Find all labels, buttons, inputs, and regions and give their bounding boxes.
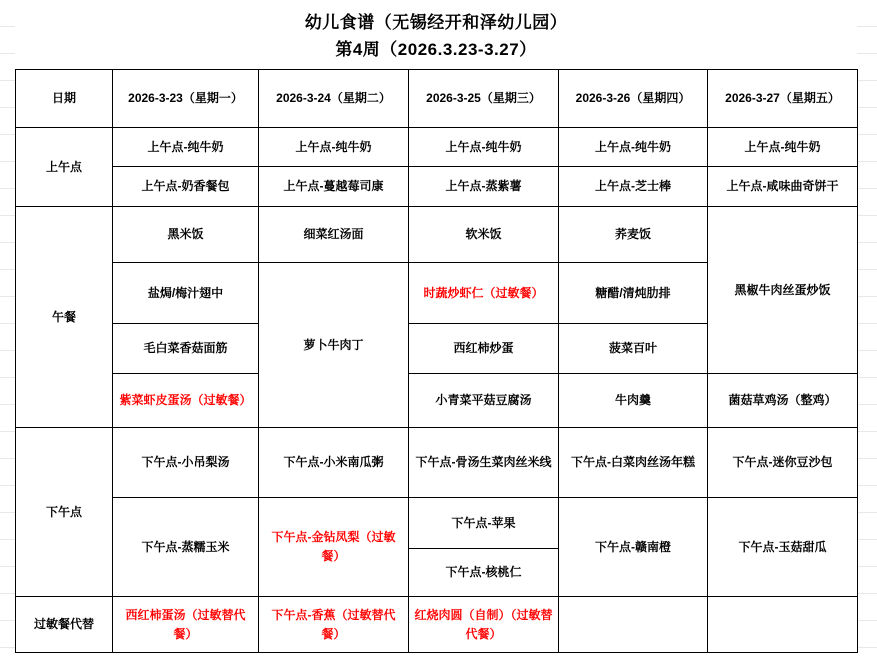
cell-wed-allergy[interactable]: 红烧肉圆（自制）（过敏替代餐）: [409, 597, 559, 653]
cell-fri-lunch4[interactable]: 菌菇草鸡汤（整鸡）: [708, 374, 858, 428]
cell-wed-lunch1[interactable]: 软米饭: [409, 207, 559, 263]
sheet-title: [15, 0, 857, 69]
day-header-mon[interactable]: 2026-3-23（星期一）: [113, 70, 259, 128]
cell-wed-pm3[interactable]: 下午点-核桃仁: [409, 549, 559, 597]
cell-fri-allergy[interactable]: [708, 597, 858, 653]
cell-thu-allergy[interactable]: [559, 597, 708, 653]
cell-mon-pm1[interactable]: 下午点-小吊梨汤: [113, 428, 259, 498]
cell-wed-am1[interactable]: 上午点-纯牛奶: [409, 128, 559, 167]
cell-mon-lunch2[interactable]: 盐焗/梅汁翅中: [113, 263, 259, 324]
cell-wed-pm2[interactable]: 下午点-苹果: [409, 498, 559, 549]
allergy-row: [16, 597, 858, 653]
cell-mon-lunch1[interactable]: 黑米饭: [113, 207, 259, 263]
cell-mon-allergy[interactable]: 西红柿蛋汤（过敏替代餐）: [113, 597, 259, 653]
cell-wed-lunch3[interactable]: 西红柿炒蛋: [409, 324, 559, 374]
cell-fri-pm23[interactable]: 下午点-玉菇甜瓜: [708, 498, 858, 597]
cell-wed-lunch4[interactable]: 小青菜平菇豆腐汤: [409, 374, 559, 428]
cell-thu-pm1[interactable]: 下午点-白菜肉丝汤年糕: [559, 428, 708, 498]
cell-thu-am1[interactable]: 上午点-纯牛奶: [559, 128, 708, 167]
cell-mon-lunch4[interactable]: 紫菜虾皮蛋汤（过敏餐）: [113, 374, 259, 428]
cell-tue-lunch234[interactable]: 萝卜牛肉丁: [259, 263, 409, 428]
row-label-lunch[interactable]: 午餐: [16, 207, 113, 428]
pm-row-1: [16, 428, 858, 498]
cell-thu-lunch2[interactable]: 糖醋/清炖肋排: [559, 263, 708, 324]
cell-wed-lunch2[interactable]: 时蔬炒虾仁（过敏餐）: [409, 263, 559, 324]
day-header-fri[interactable]: 2026-3-27（星期五）: [708, 70, 858, 128]
am-row-2: [16, 167, 858, 207]
page-subtitle: 第4周（2026.3.23-3.27）: [335, 39, 537, 59]
lunch-row-4: [16, 374, 858, 428]
cell-tue-allergy[interactable]: 下午点-香蕉（过敏替代餐）: [259, 597, 409, 653]
cell-mon-lunch3[interactable]: 毛白菜香菇面筋: [113, 324, 259, 374]
cell-fri-lunch123[interactable]: 黑椒牛肉丝蛋炒饭: [708, 207, 858, 374]
day-header-thu[interactable]: 2026-3-26（星期四）: [559, 70, 708, 128]
cell-tue-am2[interactable]: 上午点-蔓越莓司康: [259, 167, 409, 207]
header-row: [16, 70, 858, 128]
day-header-tue[interactable]: 2026-3-24（星期二）: [259, 70, 409, 128]
cell-mon-am1[interactable]: 上午点-纯牛奶: [113, 128, 259, 167]
cell-tue-lunch1[interactable]: 细菜红汤面: [259, 207, 409, 263]
pm-row-2: [16, 498, 858, 549]
lunch-row-1: [16, 207, 858, 263]
cell-thu-pm23[interactable]: 下午点-赣南橙: [559, 498, 708, 597]
cell-thu-am2[interactable]: 上午点-芝士棒: [559, 167, 708, 207]
cell-mon-am2[interactable]: 上午点-奶香餐包: [113, 167, 259, 207]
row-label-date[interactable]: 日期: [16, 70, 113, 128]
cell-fri-am1[interactable]: 上午点-纯牛奶: [708, 128, 858, 167]
row-label-allergy[interactable]: 过敏餐代替: [16, 597, 113, 653]
cell-mon-pm23[interactable]: 下午点-蒸糯玉米: [113, 498, 259, 597]
day-header-wed[interactable]: 2026-3-25（星期三）: [409, 70, 559, 128]
cell-tue-am1[interactable]: 上午点-纯牛奶: [259, 128, 409, 167]
page-title: 幼儿食谱（无锡经开和泽幼儿园）: [304, 12, 568, 32]
cell-thu-lunch3[interactable]: 菠菜百叶: [559, 324, 708, 374]
cell-tue-pm23[interactable]: 下午点-金钻凤梨（过敏餐）: [259, 498, 409, 597]
cell-thu-lunch1[interactable]: 荞麦饭: [559, 207, 708, 263]
am-row-1: [16, 128, 858, 167]
row-label-pm-snack[interactable]: 下午点: [16, 428, 113, 597]
cell-fri-pm1[interactable]: 下午点-迷你豆沙包: [708, 428, 858, 498]
row-label-am-snack[interactable]: 上午点: [16, 128, 113, 207]
cell-fri-am2[interactable]: 上午点-咸味曲奇饼干: [708, 167, 858, 207]
menu-table: [15, 69, 858, 653]
cell-tue-pm1[interactable]: 下午点-小米南瓜粥: [259, 428, 409, 498]
cell-thu-lunch4[interactable]: 牛肉羹: [559, 374, 708, 428]
cell-wed-pm1[interactable]: 下午点-骨汤生菜肉丝米线: [409, 428, 559, 498]
cell-wed-am2[interactable]: 上午点-蒸紫薯: [409, 167, 559, 207]
